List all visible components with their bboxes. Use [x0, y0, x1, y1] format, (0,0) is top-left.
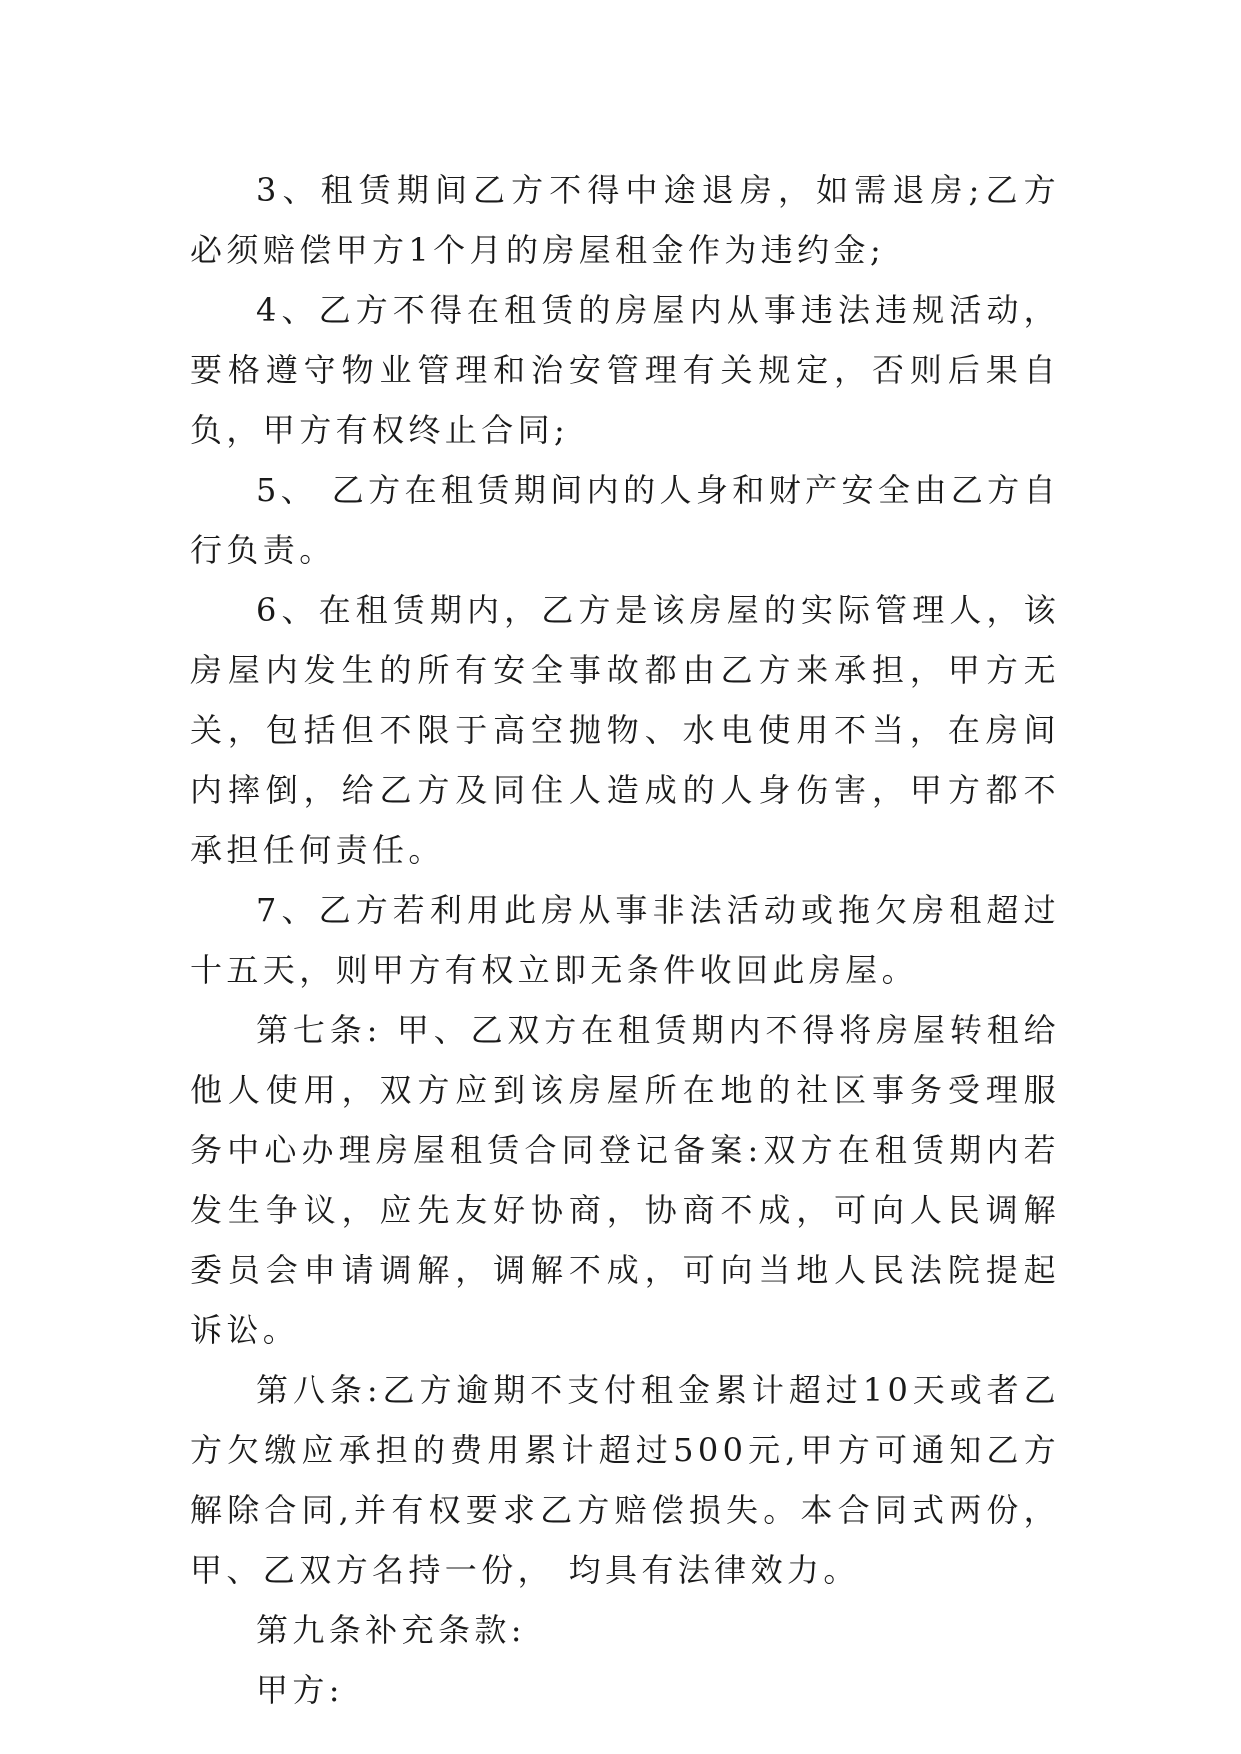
article-8: 第八条:乙方逾期不支付租金累计超过10天或者乙方欠缴应承担的费用累计超过500元,甲方可通知乙方解除合同,并有权要求乙方赔偿损失。本合同式两份，甲、乙双方名持一份， 均具有法律效力。	[190, 1371, 1060, 1589]
clause-7: 7、乙方若利用此房从事非法活动或拖欠房租超过十五天，则甲方有权立即无条件收回此房屋。	[190, 891, 1060, 989]
party-a-signature-line: 甲方:	[256, 1671, 344, 1709]
article-9-supplementary: 第九条补充条款:	[256, 1611, 526, 1649]
clause-4: 4、乙方不得在租赁的房屋内从事违法违规活动，要格遵守物业管理和治安管理有关规定，否则后果自负，甲方有权终止合同;	[190, 291, 1060, 449]
document-body	[190, 160, 1060, 1720]
article-7: 第七条: 甲、乙双方在租赁期内不得将房屋转租给他人使用，双方应到该房屋所在地的社区事务受理服务中心办理房屋租赁合同登记备案:双方在租赁期内若发生争议，应先友好协商，协商不成，可向人民调解委员会申请调解，调解不成，可向当地人民法院提起诉讼。	[190, 1011, 1060, 1349]
clause-3: 3、租赁期间乙方不得中途退房，如需退房;乙方必须赔偿甲方1个月的房屋租金作为违约金;	[190, 171, 1060, 269]
clause-6: 6、在租赁期内，乙方是该房屋的实际管理人，该房屋内发生的所有安全事故都由乙方来承担，甲方无关，包括但不限于高空抛物、水电使用不当，在房间内摔倒，给乙方及同住人造成的人身伤害，甲方都不承担任何责任。	[190, 591, 1060, 869]
clause-5: 5、 乙方在租赁期间内的人身和财产安全由乙方自行负责。	[190, 471, 1060, 569]
